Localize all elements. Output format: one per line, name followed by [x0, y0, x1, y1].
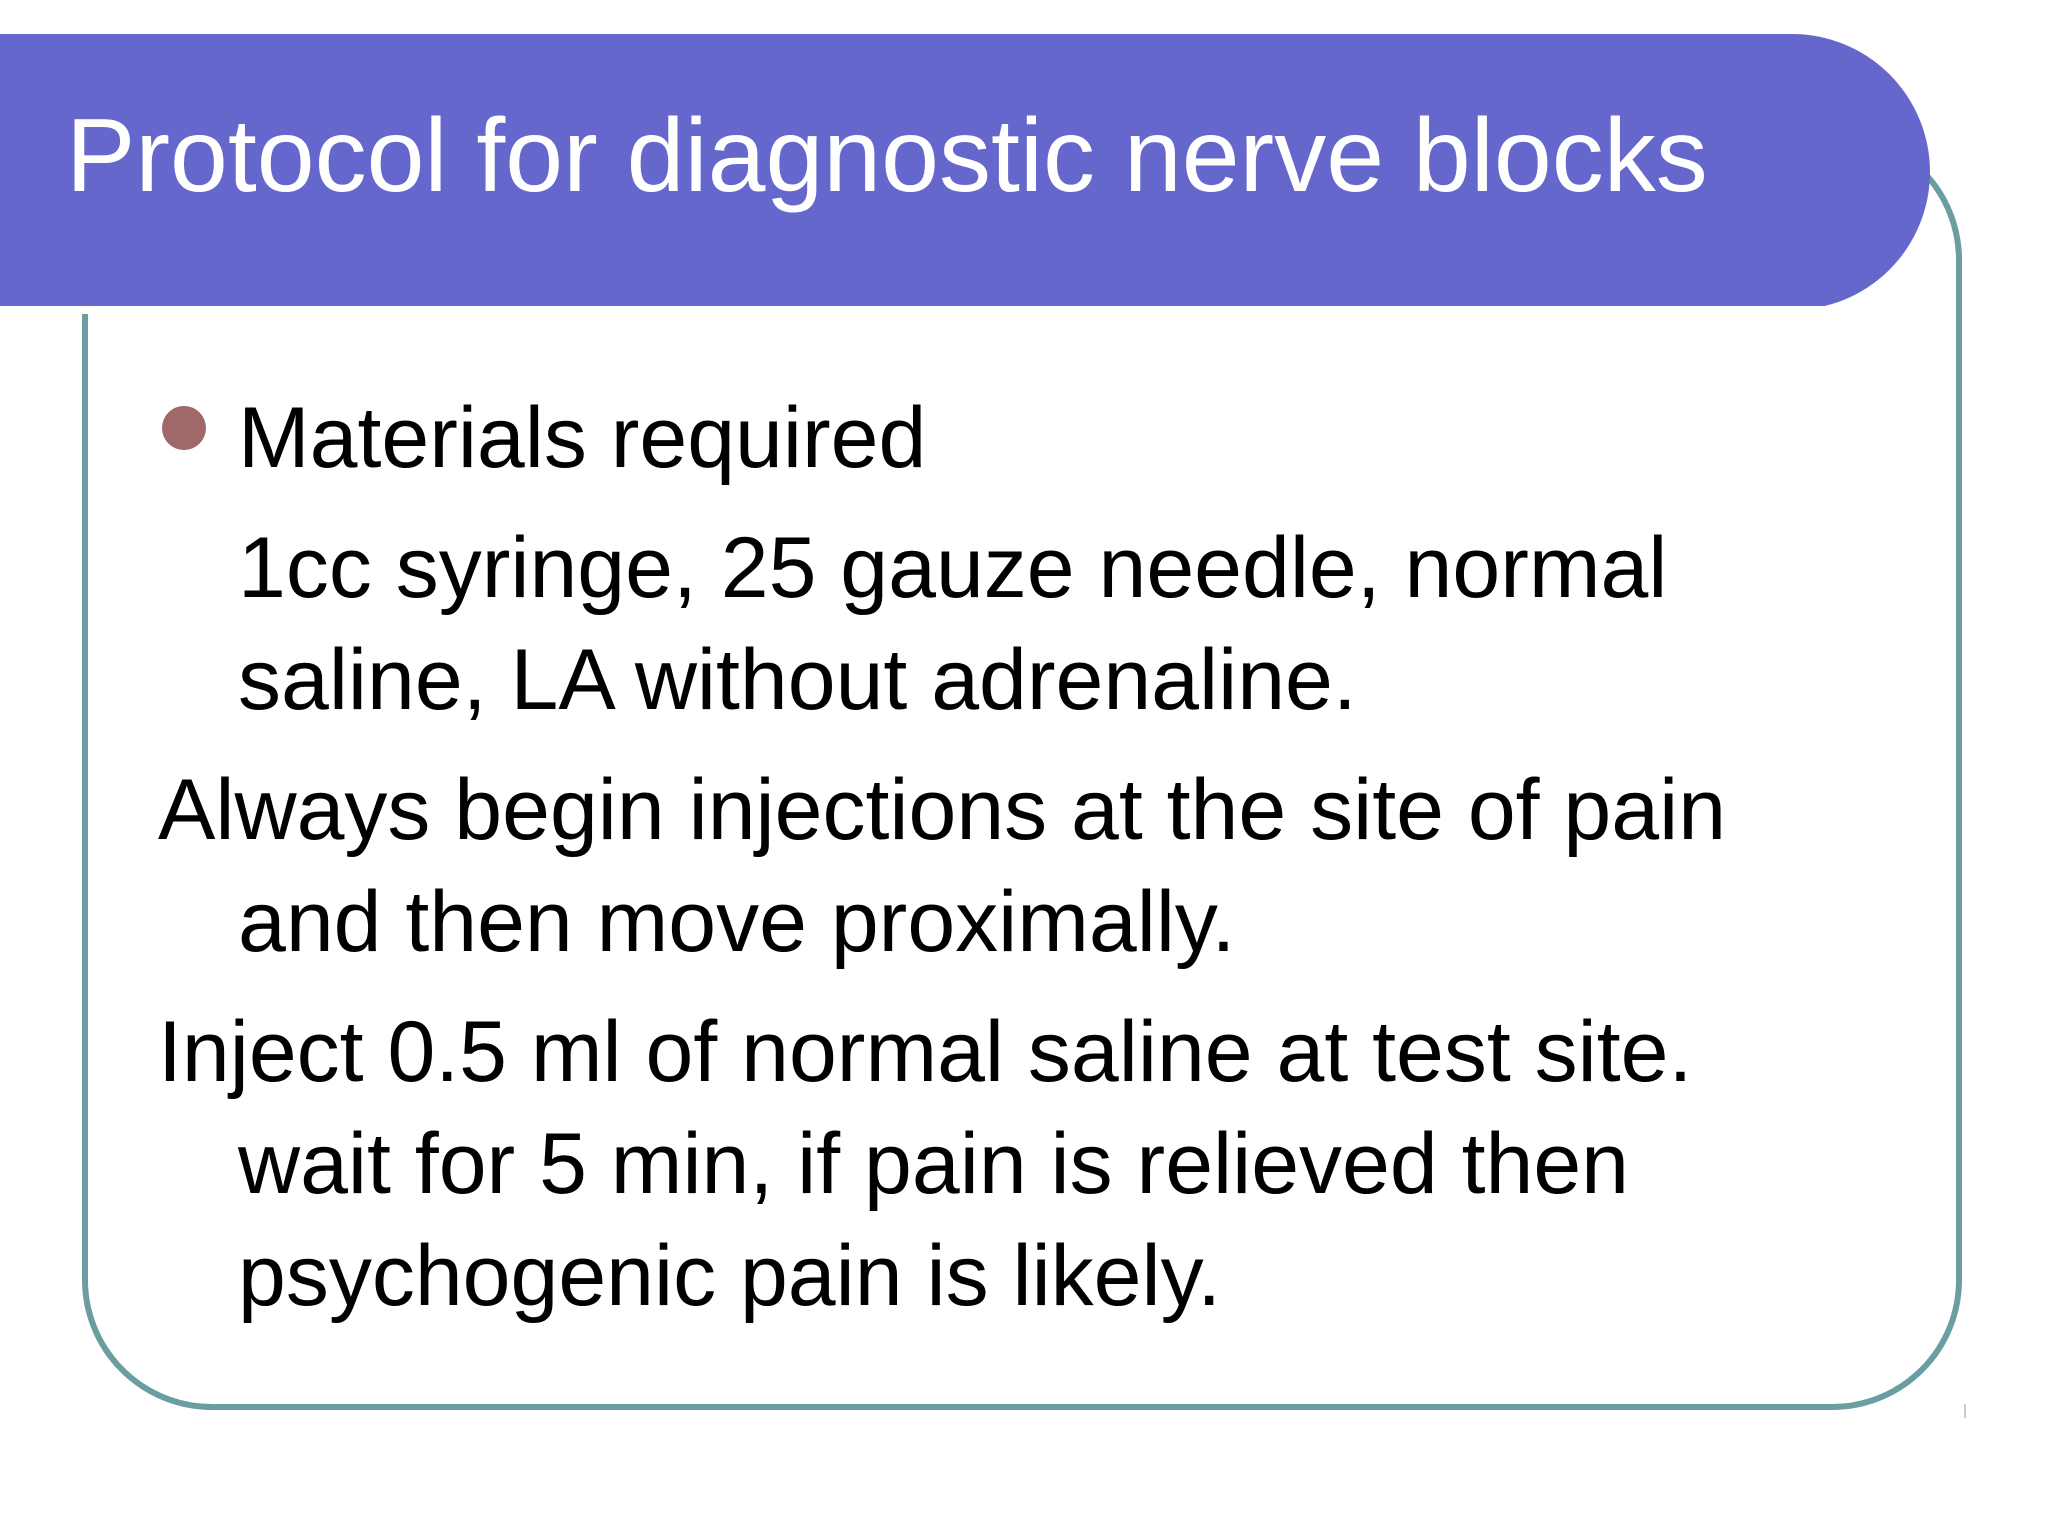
injection-site-paragraph: Always begin injections at the site of pain and then move proximally.	[158, 762, 1727, 970]
materials-detail: 1cc syringe, 25 gauze needle, normal saline, LA without adrenaline.	[238, 520, 1668, 728]
slide-body	[158, 382, 1858, 1332]
bullet-text: Materials required	[238, 390, 927, 486]
bullet-dot-icon	[162, 406, 206, 450]
slide-title: Protocol for diagnostic nerve blocks	[66, 98, 1708, 214]
title-underline	[0, 306, 1830, 314]
page-mark	[1964, 1404, 1966, 1418]
saline-test-paragraph: Inject 0.5 ml of normal saline at test site. wait for 5 min, if pain is relieved then psychogenic pain is likely.	[158, 1004, 1693, 1324]
bullet-item-materials	[158, 382, 1858, 494]
